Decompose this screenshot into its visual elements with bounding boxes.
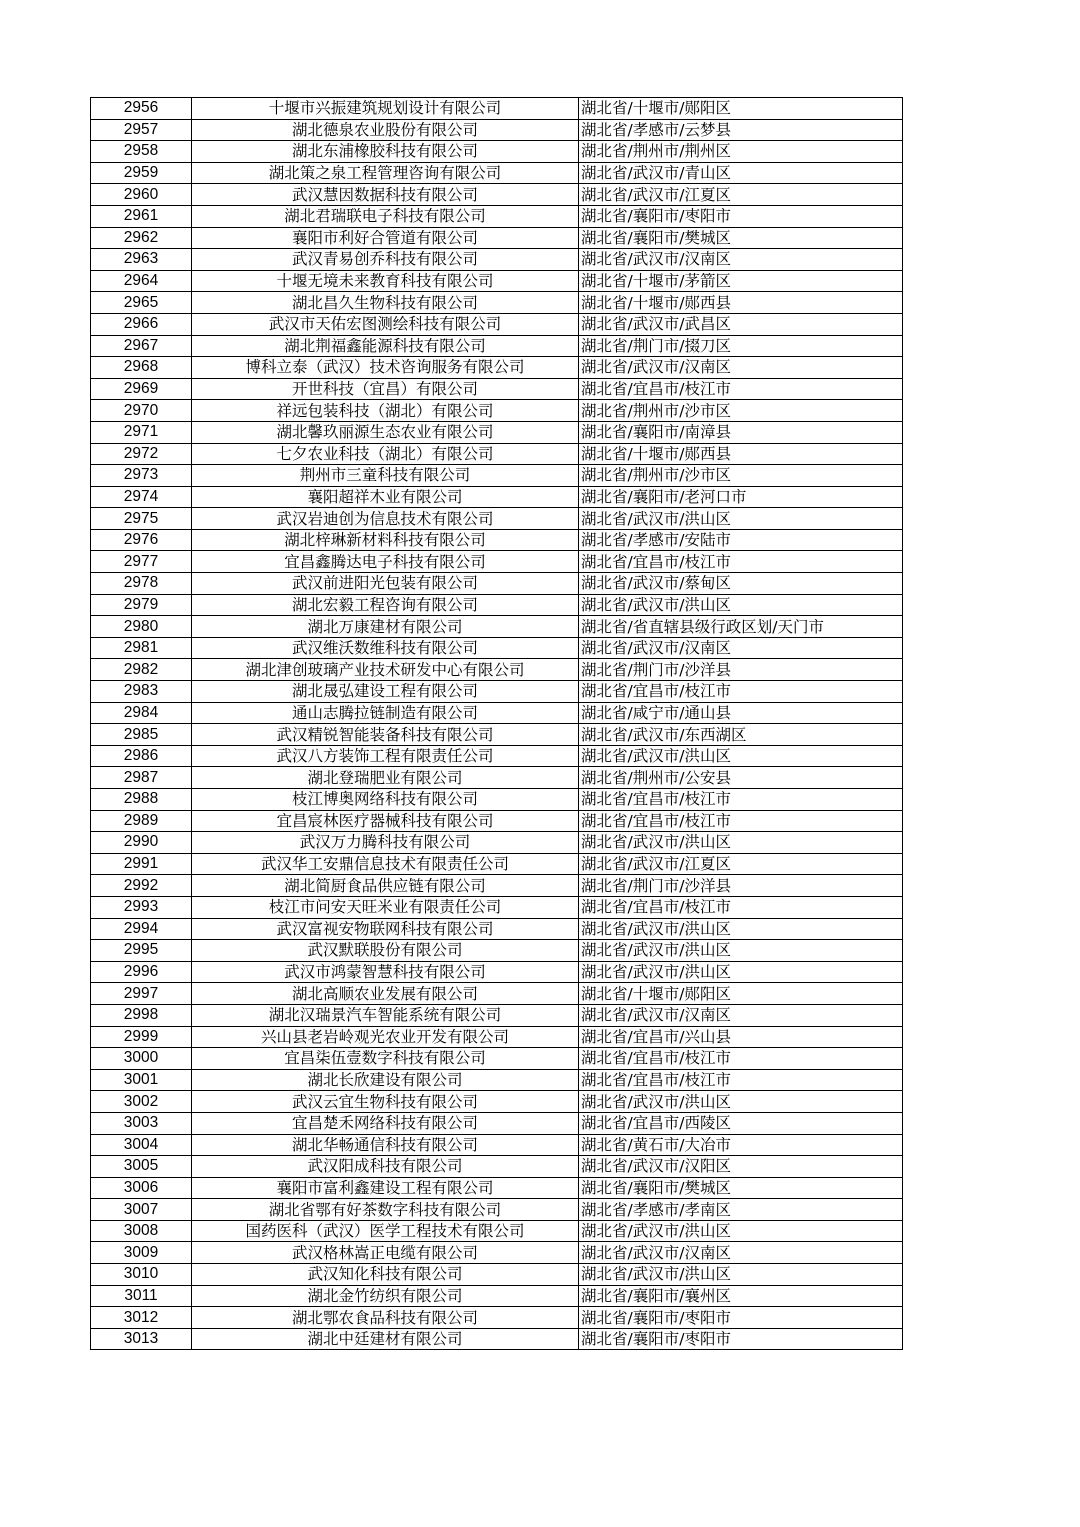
- region-cell: 湖北省/宜昌市/枝江市: [579, 681, 903, 703]
- row-number-cell: 2993: [91, 896, 192, 918]
- row-number-cell: 2979: [91, 594, 192, 616]
- table-row: [91, 249, 903, 271]
- table-row: [91, 616, 903, 638]
- table-row: [91, 119, 903, 141]
- region-cell: 湖北省/襄阳市/樊城区: [579, 1177, 903, 1199]
- company-name-cell: 武汉知化科技有限公司: [192, 1264, 579, 1286]
- region-cell: 湖北省/荆门市/沙洋县: [579, 875, 903, 897]
- region-cell: 湖北省/孝感市/孝南区: [579, 1199, 903, 1221]
- company-name-cell: 武汉精锐智能装备科技有限公司: [192, 724, 579, 746]
- row-number-cell: 2956: [91, 98, 192, 120]
- region-cell: 湖北省/襄阳市/枣阳市: [579, 1328, 903, 1350]
- region-cell: 湖北省/十堰市/茅箭区: [579, 270, 903, 292]
- company-name-cell: 武汉维沃数维科技有限公司: [192, 637, 579, 659]
- region-cell: 湖北省/襄阳市/枣阳市: [579, 205, 903, 227]
- table-row: [91, 1112, 903, 1134]
- region-cell: 湖北省/武汉市/洪山区: [579, 832, 903, 854]
- table-row: [91, 184, 903, 206]
- company-name-cell: 武汉阳成科技有限公司: [192, 1156, 579, 1178]
- table-row: [91, 486, 903, 508]
- table-row: [91, 313, 903, 335]
- company-name-cell: 宜昌楚禾网络科技有限公司: [192, 1112, 579, 1134]
- row-number-cell: 3013: [91, 1328, 192, 1350]
- region-cell: 湖北省/荆门市/掇刀区: [579, 335, 903, 357]
- region-cell: 湖北省/武汉市/青山区: [579, 162, 903, 184]
- row-number-cell: 3005: [91, 1156, 192, 1178]
- row-number-cell: 2976: [91, 529, 192, 551]
- row-number-cell: 3007: [91, 1199, 192, 1221]
- region-cell: 湖北省/襄阳市/枣阳市: [579, 1307, 903, 1329]
- table-row: [91, 1307, 903, 1329]
- row-number-cell: 2957: [91, 119, 192, 141]
- region-cell: 湖北省/宜昌市/枝江市: [579, 1048, 903, 1070]
- company-name-cell: 十堰市兴振建筑规划设计有限公司: [192, 98, 579, 120]
- company-name-cell: 武汉岩迪创为信息技术有限公司: [192, 508, 579, 530]
- row-number-cell: 2961: [91, 205, 192, 227]
- row-number-cell: 2967: [91, 335, 192, 357]
- company-name-cell: 湖北简厨食品供应链有限公司: [192, 875, 579, 897]
- row-number-cell: 2973: [91, 465, 192, 487]
- region-cell: 湖北省/宜昌市/枝江市: [579, 789, 903, 811]
- company-name-cell: 武汉前进阳光包装有限公司: [192, 573, 579, 595]
- region-cell: 湖北省/孝感市/安陆市: [579, 529, 903, 551]
- row-number-cell: 2977: [91, 551, 192, 573]
- company-name-cell: 博科立泰（武汉）技术咨询服务有限公司: [192, 357, 579, 379]
- row-number-cell: 2960: [91, 184, 192, 206]
- table-row: [91, 98, 903, 120]
- table-body: [91, 98, 903, 1350]
- row-number-cell: 2999: [91, 1026, 192, 1048]
- company-list-table: [90, 97, 903, 1350]
- row-number-cell: 2980: [91, 616, 192, 638]
- company-name-cell: 湖北晟弘建设工程有限公司: [192, 681, 579, 703]
- row-number-cell: 2996: [91, 961, 192, 983]
- company-name-cell: 湖北馨玖丽源生态农业有限公司: [192, 421, 579, 443]
- row-number-cell: 3003: [91, 1112, 192, 1134]
- row-number-cell: 2971: [91, 421, 192, 443]
- region-cell: 湖北省/武汉市/汉南区: [579, 357, 903, 379]
- company-name-cell: 襄阳市利好合管道有限公司: [192, 227, 579, 249]
- row-number-cell: 2966: [91, 313, 192, 335]
- table-row: [91, 1069, 903, 1091]
- table-row: [91, 1091, 903, 1113]
- table-row: [91, 810, 903, 832]
- region-cell: 湖北省/宜昌市/枝江市: [579, 1069, 903, 1091]
- table-row: [91, 378, 903, 400]
- table-row: [91, 292, 903, 314]
- table-row: [91, 1264, 903, 1286]
- row-number-cell: 2988: [91, 789, 192, 811]
- table-row: [91, 853, 903, 875]
- row-number-cell: 3002: [91, 1091, 192, 1113]
- table-row: [91, 1134, 903, 1156]
- table-row: [91, 1199, 903, 1221]
- region-cell: 湖北省/荆州市/沙市区: [579, 400, 903, 422]
- table-row: [91, 702, 903, 724]
- region-cell: 湖北省/省直辖县级行政区划/天门市: [579, 616, 903, 638]
- company-name-cell: 湖北万康建材有限公司: [192, 616, 579, 638]
- company-name-cell: 湖北鄂农食品科技有限公司: [192, 1307, 579, 1329]
- company-name-cell: 湖北长欣建设有限公司: [192, 1069, 579, 1091]
- table-row: [91, 1156, 903, 1178]
- company-name-cell: 祥远包装科技（湖北）有限公司: [192, 400, 579, 422]
- region-cell: 湖北省/宜昌市/兴山县: [579, 1026, 903, 1048]
- table-row: [91, 357, 903, 379]
- company-name-cell: 襄阳超祥木业有限公司: [192, 486, 579, 508]
- region-cell: 湖北省/宜昌市/枝江市: [579, 378, 903, 400]
- table-row: [91, 508, 903, 530]
- table-row: [91, 983, 903, 1005]
- company-name-cell: 武汉默联股份有限公司: [192, 940, 579, 962]
- region-cell: 湖北省/黄石市/大冶市: [579, 1134, 903, 1156]
- region-cell: 湖北省/武汉市/洪山区: [579, 1091, 903, 1113]
- company-name-cell: 武汉华工安鼎信息技术有限责任公司: [192, 853, 579, 875]
- table-row: [91, 465, 903, 487]
- table-row: [91, 832, 903, 854]
- company-name-cell: 湖北荆福鑫能源科技有限公司: [192, 335, 579, 357]
- company-name-cell: 襄阳市富利鑫建设工程有限公司: [192, 1177, 579, 1199]
- table-row: [91, 1328, 903, 1350]
- row-number-cell: 2982: [91, 659, 192, 681]
- region-cell: 湖北省/十堰市/郧阳区: [579, 98, 903, 120]
- company-name-cell: 枝江博奥网络科技有限公司: [192, 789, 579, 811]
- row-number-cell: 2972: [91, 443, 192, 465]
- company-name-cell: 湖北金竹纺织有限公司: [192, 1285, 579, 1307]
- company-name-cell: 武汉市天佑宏图测绘科技有限公司: [192, 313, 579, 335]
- row-number-cell: 2963: [91, 249, 192, 271]
- region-cell: 湖北省/宜昌市/枝江市: [579, 551, 903, 573]
- region-cell: 湖北省/武汉市/汉南区: [579, 249, 903, 271]
- company-name-cell: 湖北汉瑞景汽车智能系统有限公司: [192, 1004, 579, 1026]
- company-name-cell: 十堰无境未来教育科技有限公司: [192, 270, 579, 292]
- company-name-cell: 湖北梓琳新材料科技有限公司: [192, 529, 579, 551]
- table-row: [91, 724, 903, 746]
- company-name-cell: 武汉万力腾科技有限公司: [192, 832, 579, 854]
- region-cell: 湖北省/十堰市/郧西县: [579, 292, 903, 314]
- table-row: [91, 940, 903, 962]
- company-name-cell: 武汉八方装饰工程有限责任公司: [192, 745, 579, 767]
- table-row: [91, 421, 903, 443]
- region-cell: 湖北省/武汉市/洪山区: [579, 1264, 903, 1286]
- company-name-cell: 武汉市鸿蒙智慧科技有限公司: [192, 961, 579, 983]
- row-number-cell: 2959: [91, 162, 192, 184]
- table-row: [91, 270, 903, 292]
- region-cell: 湖北省/武汉市/洪山区: [579, 508, 903, 530]
- company-name-cell: 通山志腾拉链制造有限公司: [192, 702, 579, 724]
- company-name-cell: 湖北华畅通信科技有限公司: [192, 1134, 579, 1156]
- region-cell: 湖北省/武汉市/江夏区: [579, 853, 903, 875]
- table-row: [91, 1026, 903, 1048]
- region-cell: 湖北省/武汉市/洪山区: [579, 961, 903, 983]
- company-name-cell: 湖北东浦橡胶科技有限公司: [192, 141, 579, 163]
- row-number-cell: 2970: [91, 400, 192, 422]
- table-row: [91, 918, 903, 940]
- region-cell: 湖北省/襄阳市/樊城区: [579, 227, 903, 249]
- region-cell: 湖北省/襄阳市/南漳县: [579, 421, 903, 443]
- row-number-cell: 2974: [91, 486, 192, 508]
- company-name-cell: 枝江市问安天旺米业有限责任公司: [192, 896, 579, 918]
- region-cell: 湖北省/襄阳市/老河口市: [579, 486, 903, 508]
- table-row: [91, 529, 903, 551]
- table-row: [91, 335, 903, 357]
- table-row: [91, 141, 903, 163]
- company-name-cell: 武汉格林嵩正电缆有限公司: [192, 1242, 579, 1264]
- table-row: [91, 227, 903, 249]
- table-row: [91, 875, 903, 897]
- row-number-cell: 2985: [91, 724, 192, 746]
- table-row: [91, 767, 903, 789]
- table-row: [91, 745, 903, 767]
- company-name-cell: 湖北津创玻璃产业技术研发中心有限公司: [192, 659, 579, 681]
- region-cell: 湖北省/武汉市/洪山区: [579, 940, 903, 962]
- region-cell: 湖北省/武汉市/汉南区: [579, 637, 903, 659]
- row-number-cell: 3001: [91, 1069, 192, 1091]
- table-row: [91, 594, 903, 616]
- region-cell: 湖北省/荆州市/沙市区: [579, 465, 903, 487]
- row-number-cell: 2997: [91, 983, 192, 1005]
- region-cell: 湖北省/十堰市/郧西县: [579, 443, 903, 465]
- company-name-cell: 武汉青易创乔科技有限公司: [192, 249, 579, 271]
- region-cell: 湖北省/武汉市/洪山区: [579, 1220, 903, 1242]
- region-cell: 湖北省/荆州市/荆州区: [579, 141, 903, 163]
- region-cell: 湖北省/武汉市/蔡甸区: [579, 573, 903, 595]
- region-cell: 湖北省/十堰市/郧阳区: [579, 983, 903, 1005]
- region-cell: 湖北省/荆门市/沙洋县: [579, 659, 903, 681]
- company-name-cell: 宜昌宸林医疗器械科技有限公司: [192, 810, 579, 832]
- region-cell: 湖北省/武汉市/洪山区: [579, 918, 903, 940]
- company-name-cell: 七夕农业科技（湖北）有限公司: [192, 443, 579, 465]
- row-number-cell: 2975: [91, 508, 192, 530]
- table-row: [91, 400, 903, 422]
- company-name-cell: 宜昌鑫腾达电子科技有限公司: [192, 551, 579, 573]
- company-name-cell: 湖北君瑞联电子科技有限公司: [192, 205, 579, 227]
- company-name-cell: 湖北中廷建材有限公司: [192, 1328, 579, 1350]
- table-row: [91, 659, 903, 681]
- row-number-cell: 2965: [91, 292, 192, 314]
- region-cell: 湖北省/宜昌市/枝江市: [579, 810, 903, 832]
- row-number-cell: 3008: [91, 1220, 192, 1242]
- table-row: [91, 551, 903, 573]
- company-name-cell: 湖北宏毅工程咨询有限公司: [192, 594, 579, 616]
- table-row: [91, 1220, 903, 1242]
- region-cell: 湖北省/宜昌市/西陵区: [579, 1112, 903, 1134]
- row-number-cell: 3010: [91, 1264, 192, 1286]
- row-number-cell: 2964: [91, 270, 192, 292]
- company-name-cell: 湖北高顺农业发展有限公司: [192, 983, 579, 1005]
- table-row: [91, 443, 903, 465]
- row-number-cell: 2968: [91, 357, 192, 379]
- region-cell: 湖北省/襄阳市/襄州区: [579, 1285, 903, 1307]
- company-name-cell: 开世科技（宜昌）有限公司: [192, 378, 579, 400]
- row-number-cell: 2958: [91, 141, 192, 163]
- row-number-cell: 2989: [91, 810, 192, 832]
- region-cell: 湖北省/武汉市/东西湖区: [579, 724, 903, 746]
- company-name-cell: 湖北昌久生物科技有限公司: [192, 292, 579, 314]
- region-cell: 湖北省/咸宁市/通山县: [579, 702, 903, 724]
- row-number-cell: 3011: [91, 1285, 192, 1307]
- table-row: [91, 1048, 903, 1070]
- region-cell: 湖北省/武汉市/江夏区: [579, 184, 903, 206]
- region-cell: 湖北省/武汉市/汉南区: [579, 1004, 903, 1026]
- row-number-cell: 2978: [91, 573, 192, 595]
- company-name-cell: 武汉富视安物联网科技有限公司: [192, 918, 579, 940]
- company-name-cell: 湖北省鄂有好茶数字科技有限公司: [192, 1199, 579, 1221]
- company-name-cell: 荆州市三童科技有限公司: [192, 465, 579, 487]
- region-cell: 湖北省/孝感市/云梦县: [579, 119, 903, 141]
- company-name-cell: 宜昌柒伍壹数字科技有限公司: [192, 1048, 579, 1070]
- region-cell: 湖北省/武汉市/洪山区: [579, 594, 903, 616]
- row-number-cell: 3009: [91, 1242, 192, 1264]
- region-cell: 湖北省/武汉市/汉阳区: [579, 1156, 903, 1178]
- company-name-cell: 武汉慧因数据科技有限公司: [192, 184, 579, 206]
- row-number-cell: 3012: [91, 1307, 192, 1329]
- row-number-cell: 2990: [91, 832, 192, 854]
- row-number-cell: 2984: [91, 702, 192, 724]
- region-cell: 湖北省/荆州市/公安县: [579, 767, 903, 789]
- table-row: [91, 1242, 903, 1264]
- table-row: [91, 637, 903, 659]
- row-number-cell: 2991: [91, 853, 192, 875]
- row-number-cell: 2994: [91, 918, 192, 940]
- company-name-cell: 湖北德泉农业股份有限公司: [192, 119, 579, 141]
- company-name-cell: 武汉云宜生物科技有限公司: [192, 1091, 579, 1113]
- company-name-cell: 兴山县老岩岭观光农业开发有限公司: [192, 1026, 579, 1048]
- table-row: [91, 162, 903, 184]
- region-cell: 湖北省/武汉市/洪山区: [579, 745, 903, 767]
- row-number-cell: 2986: [91, 745, 192, 767]
- table-row: [91, 1285, 903, 1307]
- company-name-cell: 湖北策之泉工程管理咨询有限公司: [192, 162, 579, 184]
- region-cell: 湖北省/武汉市/汉南区: [579, 1242, 903, 1264]
- row-number-cell: 2987: [91, 767, 192, 789]
- table-row: [91, 789, 903, 811]
- table-row: [91, 573, 903, 595]
- row-number-cell: 2981: [91, 637, 192, 659]
- row-number-cell: 2969: [91, 378, 192, 400]
- row-number-cell: 3006: [91, 1177, 192, 1199]
- row-number-cell: 2992: [91, 875, 192, 897]
- region-cell: 湖北省/宜昌市/枝江市: [579, 896, 903, 918]
- table-row: [91, 1177, 903, 1199]
- table-row: [91, 205, 903, 227]
- row-number-cell: 2983: [91, 681, 192, 703]
- row-number-cell: 2998: [91, 1004, 192, 1026]
- row-number-cell: 3004: [91, 1134, 192, 1156]
- table-row: [91, 896, 903, 918]
- table-row: [91, 961, 903, 983]
- row-number-cell: 3000: [91, 1048, 192, 1070]
- company-name-cell: 国药医科（武汉）医学工程技术有限公司: [192, 1220, 579, 1242]
- company-name-cell: 湖北登瑞肥业有限公司: [192, 767, 579, 789]
- table-row: [91, 1004, 903, 1026]
- table-row: [91, 681, 903, 703]
- row-number-cell: 2995: [91, 940, 192, 962]
- row-number-cell: 2962: [91, 227, 192, 249]
- region-cell: 湖北省/武汉市/武昌区: [579, 313, 903, 335]
